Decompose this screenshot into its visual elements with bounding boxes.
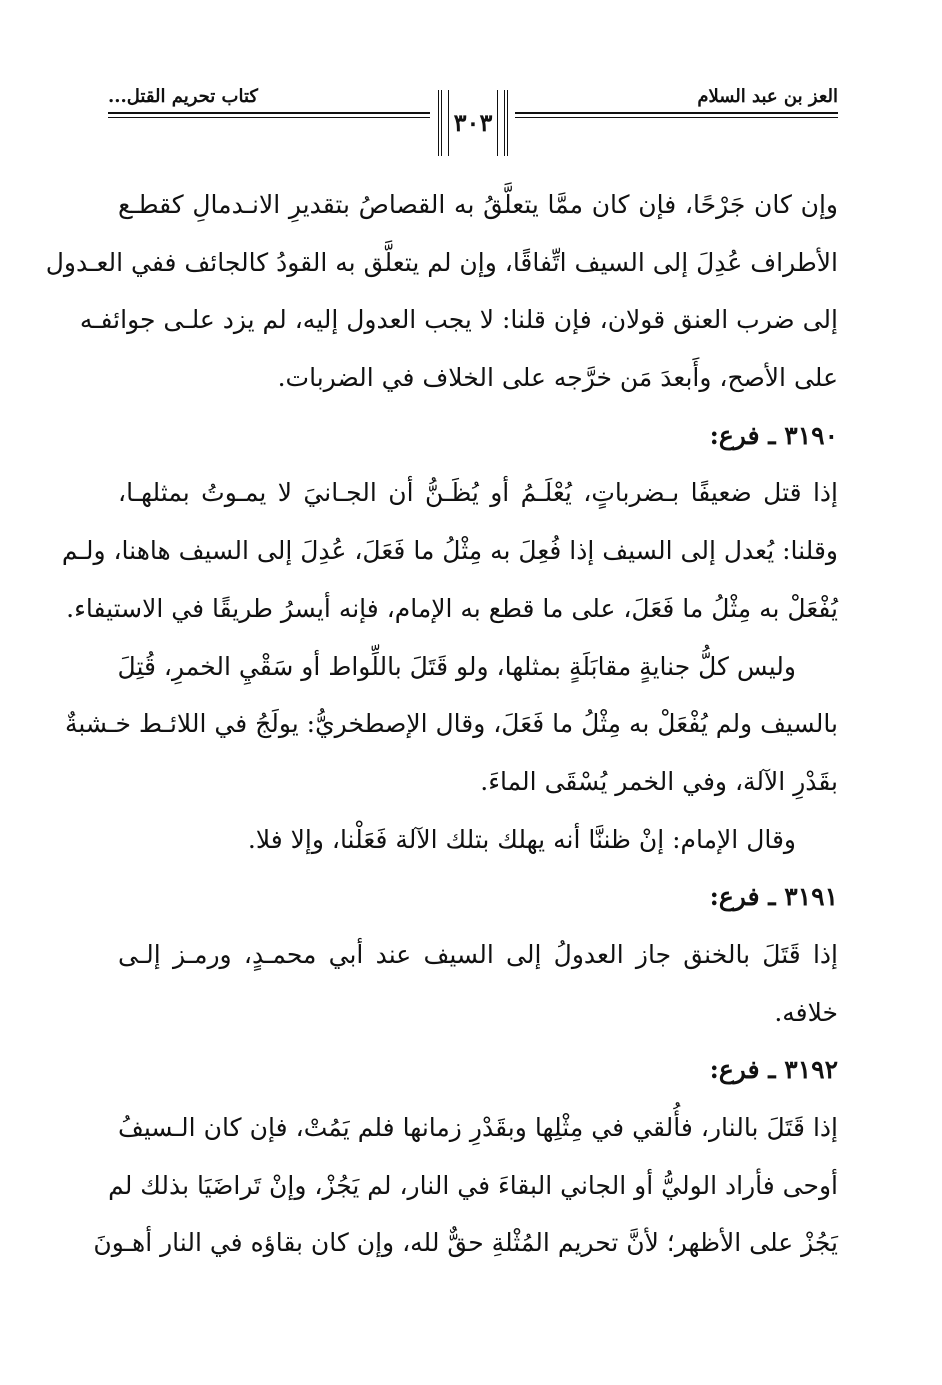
header-book-title: كتاب تحريم القتل...: [108, 86, 258, 107]
text-line: بالسيف ولم يُفْعَلْ به مِثْلُ ما فَعَلَ، وقال الإصطخريُّ: يولَجُ في اللائـط خـشبةٌ: [64, 709, 838, 739]
text-line: على الأصح، وأَبعدَ مَن خرَّجه على الخلاف في الضربات.: [277, 363, 838, 393]
text-line: وقال الإمام: إنْ ظننَّا أنه يهلك بتلك الآلة فَعَلْنا، وإلا فلا.: [247, 824, 796, 854]
text-line: خلافه.: [774, 997, 838, 1027]
page-number: ٣٠٣: [453, 108, 493, 137]
header-rule-right: [515, 112, 838, 118]
section-heading: ٣١٩١ ـ فرع:: [709, 882, 838, 912]
text-line: وليس كلُّ جنايةٍ مقابَلَةٍ بمثلها، ولو قَتَلَ باللِّواط أو سَقْيِ الخمرِ، قُتِلَ: [117, 651, 796, 681]
running-header: [108, 82, 838, 164]
text-line: إذا قَتَلَ بالخنق جاز العدولُ إلى السيف عند أبي محمـدٍ، ورمـز إلـى: [118, 939, 838, 969]
text-line: يُفْعَلْ به مِثْلُ ما فَعَلَ، على ما قطع به الإمام، فإنه أيسرُ طريقًا في الاستيفاء.: [66, 593, 838, 623]
text-line: أوحى فأراد الوليُّ أو الجاني البقاءَ في النار، لم يَجُزْ، وإنْ تَراضَيَا بذلك لم: [108, 1170, 838, 1200]
text-line: إذا قتل ضعيفًا بـضرباتٍ، يُعْلَـمُ أو يُظَـنُّ أن الجـانيَ لا يمـوتُ بمثلهـا،: [118, 478, 838, 508]
page-number-frame: [438, 90, 508, 156]
header-rule-left: [108, 112, 430, 118]
text-line: يَجُزْ على الأظهر؛ لأنَّ تحريم المُثْلةِ حقٌّ لله، وإن كان بقاؤه في النار أهـونَ: [93, 1228, 838, 1258]
text-line: الأطراف عُدِلَ إلى السيف اتِّفاقًا، وإن لم يتعلَّق به القودُ كالجائف ففي العـدول: [45, 247, 838, 277]
section-heading: ٣١٩٢ ـ فرع:: [709, 1055, 838, 1085]
page-body: [45, 176, 838, 1272]
text-line: وإن كان جَرْحًا، فإن كان ممَّا يتعلَّقُ به القصاصُ بتقديرِ الانـدمالِ كقطـع: [118, 190, 838, 219]
text-line: وقلنا: يُعدل إلى السيف إذا فُعِلَ به مِثْلُ ما فَعَلَ، عُدِلَ إلى السيف هاهنا، ولـم: [61, 536, 838, 566]
text-line: إلى ضرب العنق قولان، فإن قلنا: لا يجب العدول إليه، لم يزد علـى جوائفـه: [79, 305, 838, 335]
section-heading: ٣١٩٠ ـ فرع:: [709, 420, 838, 450]
text-line: بقَدْرِ الآلة، وفي الخمر يُسْقَى الماءَ.: [480, 766, 838, 796]
header-author: العز بن عبد السلام: [697, 86, 838, 107]
text-line: إذا قَتَلَ بالنار، فأُلقي في مِثْلِها وبقَدْرِ زمانها فلم يَمُتْ، فإن كان الـسيفُ: [118, 1113, 838, 1142]
